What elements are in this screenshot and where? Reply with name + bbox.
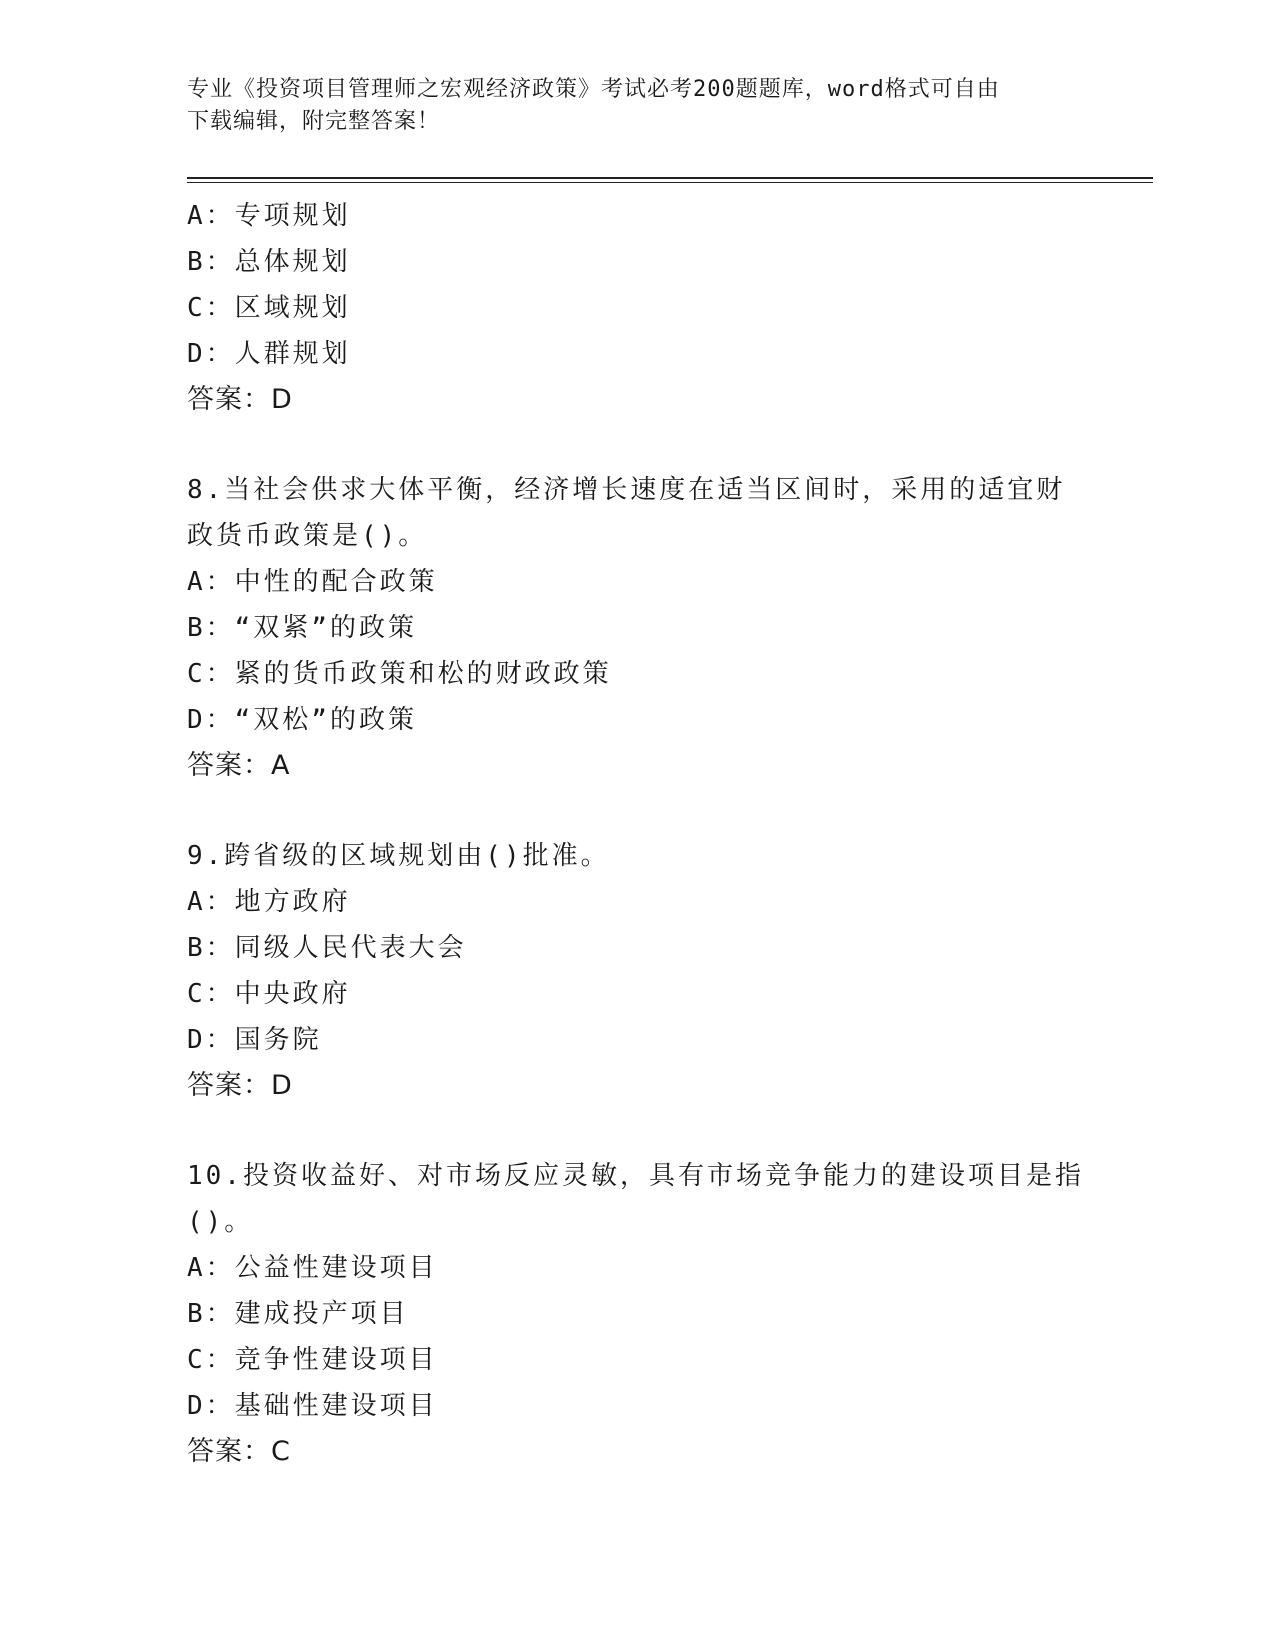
spacer xyxy=(187,789,1087,833)
question-7-tail xyxy=(187,193,1087,423)
question-stem-line-1: 8.当社会供求大体平衡，经济增长速度在适当区间时，采用的适宜财 xyxy=(187,475,1066,505)
question-8 xyxy=(187,467,1087,789)
answer-line: 答案：C xyxy=(187,1436,291,1467)
spacer xyxy=(187,1109,1087,1153)
option-b: B：“双紧”的政策 xyxy=(187,613,417,643)
option-c: C：中央政府 xyxy=(187,979,351,1009)
option-c: C：紧的货币政策和松的财政政策 xyxy=(187,659,612,689)
question-content xyxy=(187,193,1087,1475)
header-line-1: 专业《投资项目管理师之宏观经济政策》考试必考200题题库，word格式可自由 xyxy=(187,77,1000,102)
option-a: A：地方政府 xyxy=(187,887,351,917)
option-d: D：国务院 xyxy=(187,1025,322,1055)
header-divider-thin xyxy=(187,182,1153,183)
answer-line: 答案：A xyxy=(187,750,291,781)
option-a: A：中性的配合政策 xyxy=(187,567,438,597)
question-stem-line-1: 10.投资收益好、对市场反应灵敏，具有市场竞争能力的建设项目是指 xyxy=(187,1161,1084,1191)
option-b: B：同级人民代表大会 xyxy=(187,933,467,963)
option-d: D：基础性建设项目 xyxy=(187,1391,438,1421)
question-stem-line-2: ()。 xyxy=(187,1207,254,1237)
header-divider-thick xyxy=(187,177,1153,179)
option-b: B：总体规划 xyxy=(187,247,351,277)
option-a: A：公益性建设项目 xyxy=(187,1253,438,1283)
answer-line: 答案：D xyxy=(187,384,293,415)
spacer xyxy=(187,423,1087,467)
option-c: C：竞争性建设项目 xyxy=(187,1345,438,1375)
question-stem-line-2: 政货币政策是()。 xyxy=(187,521,428,551)
option-a: A：专项规划 xyxy=(187,201,351,231)
option-d: D：人群规划 xyxy=(187,339,351,369)
question-9 xyxy=(187,833,1087,1109)
document-header xyxy=(187,74,1067,138)
question-stem-line-1: 9.跨省级的区域规划由()批准。 xyxy=(187,841,610,871)
answer-line: 答案：D xyxy=(187,1070,293,1101)
option-d: D：“双松”的政策 xyxy=(187,705,417,735)
header-line-2: 下载编辑，附完整答案！ xyxy=(187,109,441,134)
question-10 xyxy=(187,1153,1087,1475)
option-c: C：区域规划 xyxy=(187,293,351,323)
option-b: B：建成投产项目 xyxy=(187,1299,409,1329)
